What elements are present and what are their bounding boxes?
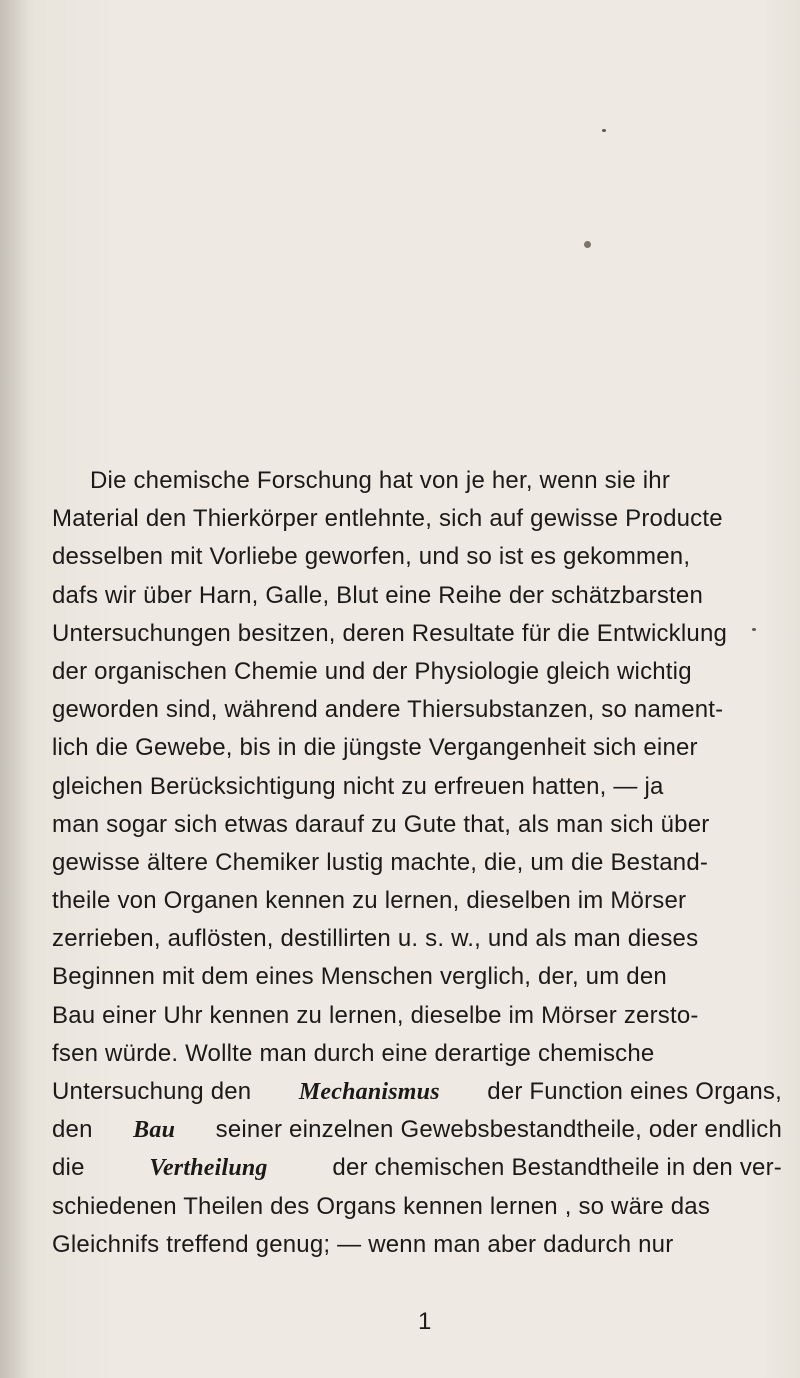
text-line [52, 538, 782, 576]
text-line [52, 615, 782, 653]
body-text [52, 462, 782, 1264]
text-line [52, 462, 782, 500]
text-line-content: Die chemische Forschung hat von je her, wenn sie ihr [90, 467, 671, 494]
text-line-content: Bau einer Uhr kennen zu lernen, dieselbe im Mörser zersto- [52, 1001, 699, 1029]
spine-shadow [0, 0, 30, 1378]
text-line-content: Material den Thierkörper entlehnte, sich auf gewisse Producte [52, 505, 723, 533]
text-line-content: zerrieben, auflösten, destillirten u. s. w., und als man dieses [52, 925, 699, 953]
emphasized-term: Vertheilung [149, 1155, 268, 1182]
page-number: 1 [418, 1308, 432, 1335]
text-line-content: Untersuchungen besitzen, deren Resultate für die Entwicklung [52, 619, 728, 647]
text-line-content: theile von Organen kennen zu lernen, dieselben im Mörser [52, 887, 687, 915]
text-line-content: lich die Gewebe, bis in die jüngste Vergangenheit sich einer [52, 734, 698, 762]
text-line [52, 806, 782, 844]
text-line [52, 958, 782, 996]
text-line-content: der organischen Chemie und der Physiologie gleich wichtig [52, 657, 692, 685]
text-fragment: seiner einzelnen Gewebsbestandtheile, oder endlich [215, 1116, 782, 1144]
text-line [52, 1073, 782, 1111]
text-line [52, 997, 782, 1035]
text-line [52, 1226, 782, 1264]
text-line [52, 1035, 782, 1073]
text-line [52, 768, 782, 806]
text-line-content: gleichen Berücksichtigung nicht zu erfreuen hatten, — ja [52, 772, 664, 800]
text-line-content: man sogar sich etwas darauf zu Gute that, als man sich über [52, 810, 710, 838]
text-line [52, 691, 782, 729]
text-line [52, 729, 782, 767]
text-line-content: fsen würde. Wollte man durch eine derartige chemische [52, 1039, 655, 1067]
text-line [52, 1149, 782, 1187]
text-line [52, 882, 782, 920]
text-line-content: dafs wir über Harn, Galle, Blut eine Reihe der schätzbarsten [52, 581, 703, 609]
text-line [52, 653, 782, 691]
paper-speck [584, 241, 591, 248]
paper-speck [602, 129, 606, 132]
text-line [52, 577, 782, 615]
text-line-content: desselben mit Vorliebe geworfen, und so ist es gekommen, [52, 543, 691, 571]
emphasized-term: Mechanismus [298, 1079, 440, 1105]
text-line-content: gewisse ältere Chemiker lustig machte, die, um die Bestand- [52, 848, 709, 876]
text-fragment: der Function eines Organs, [487, 1078, 782, 1105]
text-fragment: den [52, 1116, 93, 1144]
text-line [52, 920, 782, 958]
text-line-content [52, 1111, 782, 1149]
text-line-content: Beginnen mit dem eines Menschen verglich, der, um den [52, 963, 667, 991]
text-line-content: schiedenen Theilen des Organs kennen lernen , so wäre das [52, 1192, 711, 1220]
text-line-content [52, 1073, 782, 1111]
text-line-content [52, 1149, 782, 1187]
text-line-content: Gleichnifs treffend genug; — wenn man aber dadurch nur [52, 1230, 674, 1258]
text-line-content: geworden sind, während andere Thiersubstanzen, so nament- [52, 696, 724, 724]
text-fragment: die [52, 1154, 85, 1182]
text-line [52, 1111, 782, 1149]
text-line [52, 844, 782, 882]
text-fragment: der chemischen Bestandtheile in den ver- [332, 1154, 782, 1182]
text-line [52, 500, 782, 538]
text-fragment: Untersuchung den [52, 1078, 252, 1105]
emphasized-term: Bau [133, 1117, 176, 1144]
text-line [52, 1188, 782, 1226]
